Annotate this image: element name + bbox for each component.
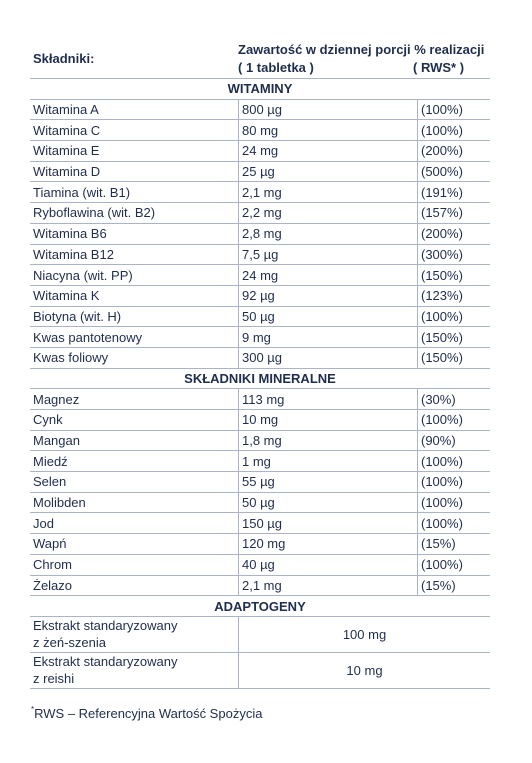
- table-row: [30, 223, 490, 244]
- ingredient-amount: 2,1 mg: [239, 182, 418, 203]
- ingredient-rws-percent: (150%): [418, 327, 491, 348]
- ingredient-name: Ryboflawina (wit. B2): [30, 203, 239, 224]
- table-row: [30, 554, 490, 575]
- table-row: [30, 492, 490, 513]
- ingredient-rws-percent: (30%): [418, 389, 491, 410]
- ingredient-rws-percent: (200%): [418, 223, 491, 244]
- ingredient-rws-percent: (100%): [418, 472, 491, 493]
- ingredient-name: [30, 652, 239, 688]
- footnote-text: RWS – Referencyjna Wartość Spożycia: [34, 706, 263, 721]
- ingredient-amount: 2,8 mg: [239, 223, 418, 244]
- ingredient-amount: 9 mg: [239, 327, 418, 348]
- table-row: [30, 203, 490, 224]
- table-row: [30, 616, 490, 652]
- header-amount: Zawartość w dziennej porcji % realizacji: [238, 42, 485, 57]
- header-portion: ( 1 tabletka ): [238, 60, 314, 75]
- table-row: [30, 451, 490, 472]
- section-header: [30, 79, 490, 100]
- ingredient-amount: 1,8 mg: [239, 430, 418, 451]
- ingredient-amount: 113 mg: [239, 389, 418, 410]
- table-row: [30, 389, 490, 410]
- ingredient-rws-percent: (300%): [418, 244, 491, 265]
- ingredient-name: Witamina E: [30, 141, 239, 162]
- ingredient-name: Żelazo: [30, 575, 239, 596]
- table-row: [30, 534, 490, 555]
- ingredient-rws-percent: (150%): [418, 265, 491, 286]
- ingredient-name: Witamina B6: [30, 223, 239, 244]
- table-row: [30, 472, 490, 493]
- table-row: [30, 141, 490, 162]
- table-row: [30, 265, 490, 286]
- ingredient-amount: 100 mg: [239, 616, 491, 652]
- ingredient-amount: 10 mg: [239, 410, 418, 431]
- section-title: ADAPTOGENY: [30, 596, 490, 617]
- table-row: [30, 285, 490, 306]
- section-title: WITAMINY: [30, 79, 490, 100]
- ingredient-rws-percent: (157%): [418, 203, 491, 224]
- table-row: [30, 430, 490, 451]
- ingredient-amount: 150 µg: [239, 513, 418, 534]
- header-rws: ( RWS* ): [413, 60, 465, 75]
- section-header: [30, 596, 490, 617]
- ingredient-rws-percent: (100%): [418, 120, 491, 141]
- ingredient-amount: 25 µg: [239, 161, 418, 182]
- ingredient-amount: 50 µg: [239, 492, 418, 513]
- footnote-mark: *: [31, 705, 35, 714]
- ingredient-rws-percent: (500%): [418, 161, 491, 182]
- ingredient-name: Niacyna (wit. PP): [30, 265, 239, 286]
- table-row: [30, 182, 490, 203]
- ingredient-rws-percent: (200%): [418, 141, 491, 162]
- ingredient-name: [30, 616, 239, 652]
- table-row: [30, 327, 490, 348]
- ingredient-rws-percent: (15%): [418, 534, 491, 555]
- table-row: [30, 575, 490, 596]
- ingredient-amount: 120 mg: [239, 534, 418, 555]
- ingredient-name: Jod: [30, 513, 239, 534]
- ingredient-name-line1: Ekstrakt standaryzowany: [33, 618, 178, 634]
- ingredient-amount: 80 mg: [239, 120, 418, 141]
- table-row: [30, 652, 490, 688]
- ingredient-name: Witamina D: [30, 161, 239, 182]
- ingredient-name: Selen: [30, 472, 239, 493]
- section-header: [30, 368, 490, 389]
- ingredient-name: Mangan: [30, 430, 239, 451]
- ingredient-rws-percent: (123%): [418, 285, 491, 306]
- footnote: [31, 705, 262, 721]
- ingredient-name: Miedź: [30, 451, 239, 472]
- ingredient-rws-percent: (150%): [418, 347, 491, 368]
- ingredient-name: Kwas pantotenowy: [30, 327, 239, 348]
- table-row: [30, 306, 490, 327]
- ingredient-rws-percent: (191%): [418, 182, 491, 203]
- ingredient-name: Witamina K: [30, 285, 239, 306]
- ingredient-amount: 300 µg: [239, 347, 418, 368]
- ingredient-name: Witamina B12: [30, 244, 239, 265]
- ingredient-amount: 50 µg: [239, 306, 418, 327]
- ingredient-name: Cynk: [30, 410, 239, 431]
- ingredient-amount: 2,2 mg: [239, 203, 418, 224]
- ingredient-amount: 2,1 mg: [239, 575, 418, 596]
- table-row: [30, 513, 490, 534]
- ingredient-rws-percent: (100%): [418, 99, 491, 120]
- ingredient-name: Witamina C: [30, 120, 239, 141]
- table-row: [30, 161, 490, 182]
- table-row: [30, 347, 490, 368]
- ingredient-amount: 7,5 µg: [239, 244, 418, 265]
- ingredient-name: Magnez: [30, 389, 239, 410]
- ingredient-name-line1: Ekstrakt standaryzowany: [33, 654, 178, 670]
- ingredient-name: Molibden: [30, 492, 239, 513]
- ingredient-amount: 40 µg: [239, 554, 418, 575]
- ingredient-name-line2: z reishi: [33, 671, 75, 687]
- ingredient-amount: 24 mg: [239, 141, 418, 162]
- ingredient-name: Biotyna (wit. H): [30, 306, 239, 327]
- ingredient-rws-percent: (100%): [418, 451, 491, 472]
- ingredient-name: Kwas foliowy: [30, 347, 239, 368]
- ingredients-table: [30, 78, 490, 689]
- table-row: [30, 244, 490, 265]
- table-row: [30, 120, 490, 141]
- ingredient-amount: 24 mg: [239, 265, 418, 286]
- table-row: [30, 99, 490, 120]
- ingredient-amount: 92 µg: [239, 285, 418, 306]
- table-row: [30, 410, 490, 431]
- ingredient-name: Chrom: [30, 554, 239, 575]
- ingredient-rws-percent: (90%): [418, 430, 491, 451]
- ingredient-rws-percent: (100%): [418, 492, 491, 513]
- section-title: SKŁADNIKI MINERALNE: [30, 368, 490, 389]
- ingredient-amount: 1 mg: [239, 451, 418, 472]
- ingredient-amount: 55 µg: [239, 472, 418, 493]
- ingredient-name: Tiamina (wit. B1): [30, 182, 239, 203]
- ingredient-amount: 10 mg: [239, 652, 491, 688]
- ingredient-amount: 800 µg: [239, 99, 418, 120]
- ingredient-rws-percent: (100%): [418, 306, 491, 327]
- ingredient-rws-percent: (15%): [418, 575, 491, 596]
- ingredient-rws-percent: (100%): [418, 513, 491, 534]
- ingredient-rws-percent: (100%): [418, 410, 491, 431]
- ingredient-rws-percent: (100%): [418, 554, 491, 575]
- ingredient-name: Witamina A: [30, 99, 239, 120]
- ingredient-name: Wapń: [30, 534, 239, 555]
- header-name: Składniki:: [33, 51, 95, 66]
- ingredient-name-line2: z żeń-szenia: [33, 635, 106, 651]
